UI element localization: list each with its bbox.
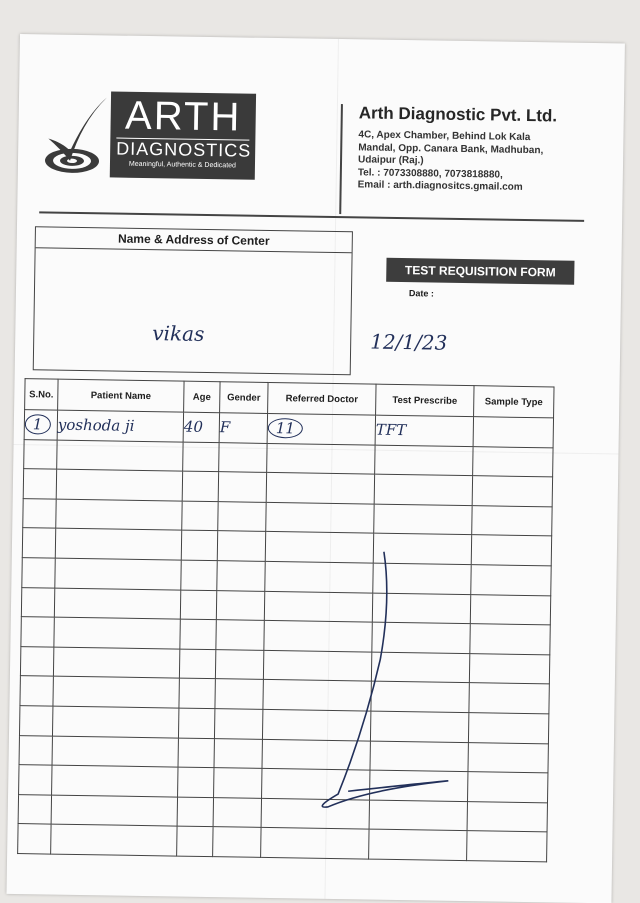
col-header-referred-doctor: Referred Doctor xyxy=(268,382,376,415)
cell-sno xyxy=(23,498,56,528)
cell-sno xyxy=(19,735,52,765)
cell-referred-doctor xyxy=(262,769,370,800)
cell-age: 40 xyxy=(183,412,219,442)
cell-sample-type xyxy=(470,624,550,655)
cell-patient-name xyxy=(51,795,177,827)
cell-test-prescribe xyxy=(371,681,469,712)
cell-test-prescribe xyxy=(369,800,467,831)
form-title: TEST REQUISITION FORM xyxy=(386,258,574,285)
cell-sno xyxy=(21,617,54,647)
center-address-box xyxy=(33,226,353,375)
col-header-sample-type: Sample Type xyxy=(474,386,554,418)
address-line: Mandal, Opp. Canara Bank, Madhuban, xyxy=(358,141,544,156)
cell-patient-name xyxy=(55,528,181,560)
cell-gender xyxy=(218,501,266,531)
cell-sample-type xyxy=(473,417,553,448)
cell-sno xyxy=(19,706,52,736)
cell-patient-name xyxy=(54,617,180,649)
cell-referred-doctor xyxy=(263,650,371,681)
email-line: Email : arth.diagnositcs.gmail.com xyxy=(357,179,523,193)
cell-referred-doctor xyxy=(263,680,371,711)
cell-sample-type xyxy=(470,594,550,625)
cell-gender xyxy=(214,709,262,739)
phone-line: Tel. : 7073308880, 7073818880, xyxy=(357,166,503,181)
cell-test-prescribe xyxy=(370,711,468,742)
cell-age xyxy=(183,442,219,472)
cell-test-prescribe xyxy=(373,533,471,564)
cell-gender xyxy=(217,531,265,561)
col-header-test-prescribe: Test Prescribe xyxy=(376,384,474,417)
cell-test-prescribe xyxy=(375,445,473,476)
cell-age xyxy=(179,649,215,679)
cell-age xyxy=(182,471,218,501)
cell-age xyxy=(177,797,213,827)
cell-referred-doctor xyxy=(266,473,374,504)
requisition-table xyxy=(17,378,554,862)
header-divider xyxy=(339,104,343,214)
cell-test-prescribe xyxy=(374,474,472,505)
cell-referred-doctor xyxy=(262,739,370,770)
cell-patient-name xyxy=(53,647,179,679)
brand-logo xyxy=(110,91,256,179)
cell-age xyxy=(177,826,213,856)
cell-patient-name xyxy=(52,765,178,797)
col-header-patient-name: Patient Name xyxy=(58,379,184,412)
header-rule xyxy=(39,211,584,222)
cell-test-prescribe: TFT xyxy=(375,415,473,446)
cell-gender: F xyxy=(219,413,267,443)
cell-sno xyxy=(18,794,51,824)
brand-name: ARTH xyxy=(124,93,242,140)
cell-age xyxy=(178,708,214,738)
cell-sample-type xyxy=(473,446,553,477)
address-line: Udaipur (Raj.) xyxy=(357,154,424,167)
cell-patient-name xyxy=(54,588,180,620)
cell-referred-doctor xyxy=(261,798,369,829)
cell-age xyxy=(178,767,214,797)
cell-referred-doctor xyxy=(264,621,372,652)
cell-gender xyxy=(216,620,264,650)
cell-age xyxy=(180,619,216,649)
cell-patient-name xyxy=(57,440,183,472)
company-info xyxy=(358,103,609,195)
cell-test-prescribe xyxy=(370,741,468,772)
cell-age xyxy=(179,678,215,708)
cell-patient-name xyxy=(56,469,182,501)
cell-sample-type xyxy=(471,535,551,566)
company-name: Arth Diagnostic Pvt. Ltd. xyxy=(358,103,558,126)
cell-gender xyxy=(213,827,261,857)
cell-sample-type xyxy=(472,505,552,536)
cell-age xyxy=(178,738,214,768)
sno-value: 1 xyxy=(25,414,51,434)
cell-age xyxy=(181,530,217,560)
cell-sno xyxy=(23,469,56,499)
cell-test-prescribe xyxy=(370,770,468,801)
cell-sample-type xyxy=(469,683,549,714)
date-handwritten: 12/1/23 xyxy=(370,329,448,355)
cell-test-prescribe xyxy=(374,504,472,535)
cell-sno xyxy=(21,587,54,617)
cell-patient-name xyxy=(53,676,179,708)
cell-gender xyxy=(214,768,262,798)
cell-sample-type xyxy=(469,653,549,684)
cell-patient-name xyxy=(52,706,178,738)
cell-sno xyxy=(20,676,53,706)
cell-gender xyxy=(214,738,262,768)
cell-sample-type xyxy=(468,713,548,744)
cell-referred-doctor xyxy=(261,828,369,859)
cell-sno xyxy=(24,439,57,469)
cell-sno xyxy=(20,646,53,676)
brand-subtitle: DIAGNOSTICS xyxy=(116,138,252,161)
col-header-sno: S.No. xyxy=(25,379,58,411)
cell-patient-name xyxy=(51,824,177,856)
cell-sno xyxy=(22,528,55,558)
cell-gender xyxy=(215,649,263,679)
target-check-icon xyxy=(42,90,109,179)
center-box-title: Name & Address of Center xyxy=(36,227,352,253)
cell-patient-name xyxy=(52,736,178,768)
cell-age xyxy=(181,560,217,590)
cell-test-prescribe xyxy=(371,652,469,683)
cell-sample-type xyxy=(468,772,548,803)
requisition-sheet xyxy=(6,34,624,903)
cell-sample-type xyxy=(471,565,551,596)
cell-test-prescribe xyxy=(372,593,470,624)
cell-age xyxy=(180,590,216,620)
cell-sample-type xyxy=(467,831,547,862)
cell-test-prescribe xyxy=(372,622,470,653)
cell-referred-doctor xyxy=(267,443,375,474)
cell-patient-name xyxy=(56,499,182,531)
cell-sno xyxy=(22,558,55,588)
brand-tagline: Meaningful, Authentic & Dedicated xyxy=(128,160,237,170)
cell-sample-type xyxy=(472,476,552,507)
cell-gender xyxy=(216,590,264,620)
center-handwritten-name: vikas xyxy=(152,321,205,346)
cell-referred-doctor xyxy=(265,561,373,592)
cell-age xyxy=(182,501,218,531)
cell-sample-type xyxy=(468,742,548,773)
cell-test-prescribe xyxy=(369,829,467,860)
col-header-gender: Gender xyxy=(220,382,268,414)
cell-gender xyxy=(219,442,267,472)
cell-referred-doctor xyxy=(266,502,374,533)
cell-gender xyxy=(217,561,265,591)
col-header-age: Age xyxy=(184,381,220,413)
cell-sno xyxy=(19,765,52,795)
cell-sno xyxy=(18,824,51,854)
cell-gender xyxy=(218,472,266,502)
doctor-value: 11 xyxy=(268,418,303,439)
cell-referred-doctor xyxy=(262,709,370,740)
cell-test-prescribe xyxy=(373,563,471,594)
cell-patient-name: yoshoda ji xyxy=(57,410,183,442)
cell-gender xyxy=(215,679,263,709)
cell-sno xyxy=(24,410,57,440)
cell-sample-type xyxy=(467,801,547,832)
cell-gender xyxy=(213,797,261,827)
cell-referred-doctor xyxy=(264,591,372,622)
cell-referred-doctor xyxy=(267,413,375,444)
cell-referred-doctor xyxy=(265,532,373,563)
date-label: Date : xyxy=(408,288,435,299)
address-line: 4C, Apex Chamber, Behind Lok Kala xyxy=(358,129,531,144)
cell-patient-name xyxy=(55,558,181,590)
